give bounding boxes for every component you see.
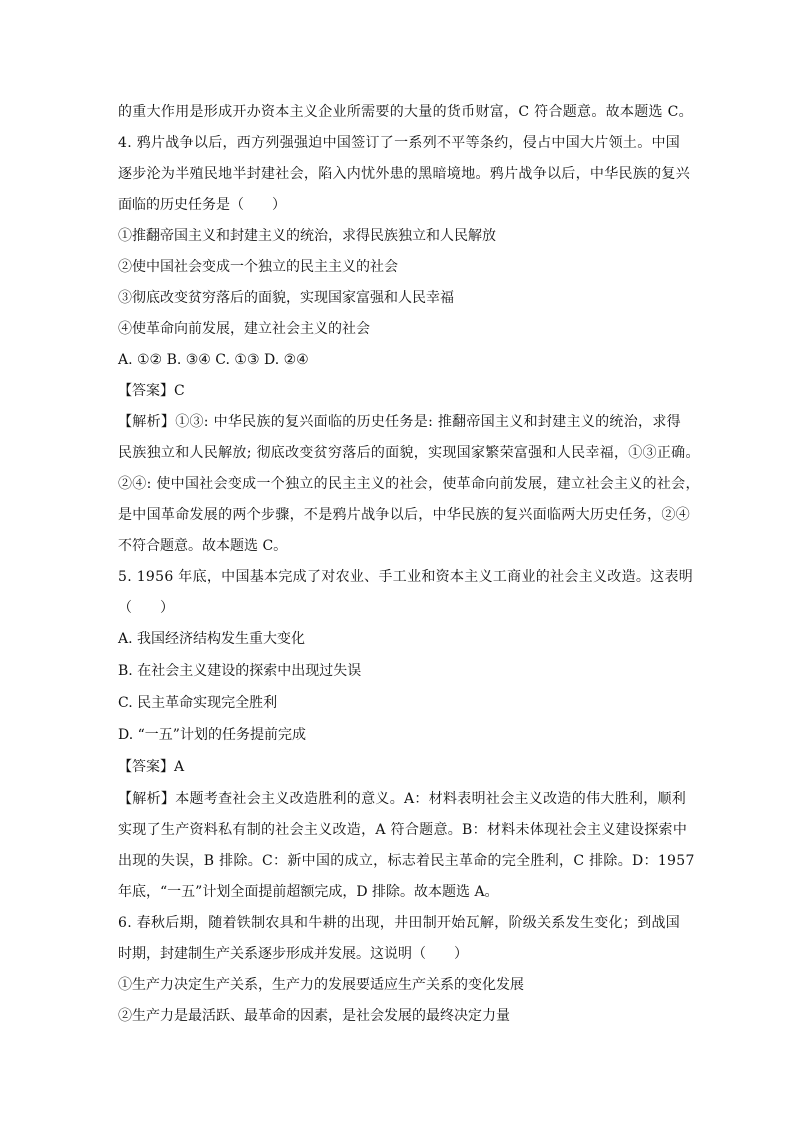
option-statement-2: ②生产力是最活跃、最革命的因素，是社会发展的最终决定力量	[118, 1008, 510, 1024]
text-line: 面临的历史任务是（ ）	[118, 197, 286, 213]
option-b: B. 在社会主义建设的探索中出现过失误	[118, 663, 362, 679]
explanation-text: 民族独立和人民解放; 彻底改变贫穷落后的面貌，实现国家繁荣富强和人民幸福，①③正确。	[118, 445, 700, 461]
text-line: 逐步沦为半殖民地半封建社会，陷入内忧外患的黑暗境地。鸦片战争以后，中华民族的复兴	[118, 166, 690, 182]
answer-label: 【答案】A	[118, 759, 185, 775]
question-6-stem: 6. 春秋后期，随着铁制农具和牛耕的出现，井田制开始瓦解，阶级关系发生变化；到战国	[118, 915, 681, 931]
answer-label: 【答案】C	[118, 383, 185, 399]
option-a: A. 我国经济结构发生重大变化	[118, 631, 306, 647]
question-4-stem: 4. 鸦片战争以后，西方列强强迫中国签订了一系列不平等条约，侵占中国大片领土。中国	[118, 135, 681, 151]
text-line: 时期，封建制生产关系逐步形成并发展。这说明（ ）	[118, 946, 468, 962]
explanation-text: 【解析】①③: 中华民族的复兴面临的历史任务是: 推翻帝国主义和封建主义的统治，求得	[118, 414, 681, 430]
explanation-text: 年底，“一五”计划全面提前超额完成，D 排除。故本题选 A。	[118, 884, 499, 900]
option-c: C. 民主革命实现完全胜利	[118, 695, 278, 711]
text-line: （ ）	[118, 600, 174, 616]
option-statement-2: ②使中国社会变成一个独立的民主主义的社会	[118, 259, 398, 275]
text-line: 的重大作用是形成开办资本主义企业所需要的大量的货币财富，C 符合题意。故本题选 C。	[118, 104, 693, 120]
option-statement-1: ①生产力决定生产关系，生产力的发展要适应生产关系的变化发展	[118, 977, 524, 993]
option-statement-1: ①推翻帝国主义和封建主义的统治，求得民族独立和人民解放	[118, 228, 496, 244]
question-5-stem: 5. 1956 年底，中国基本完成了对农业、手工业和资本主义工商业的社会主义改造。这表明	[118, 569, 694, 585]
explanation-text: 不符合题意。故本题选 C。	[118, 538, 288, 554]
option-d: D. “一五”计划的任务提前完成	[118, 727, 306, 743]
explanation-text: ②④: 使中国社会变成一个独立的民主主义的社会，使革命向前发展，建立社会主义的社会，	[118, 476, 700, 492]
explanation-text: 实现了生产资料私有制的社会主义改造，A 符合题意。B：材料未体现社会主义建设探索中	[118, 822, 688, 838]
explanation-text: 是中国革命发展的两个步骤，不是鸦片战争以后，中华民族的复兴面临两大历史任务，②④	[118, 507, 690, 523]
option-statement-3: ③彻底改变贫穷落后的面貌，实现国家富强和人民幸福	[118, 290, 454, 306]
explanation-text: 出现的失误，B 排除。C：新中国的成立，标志着民主革命的完全胜利，C 排除。D：1957	[118, 853, 695, 869]
answer-choices: A. ①② B. ③④ C. ①③ D. ②④	[118, 352, 309, 368]
explanation-text: 【解析】本题考查社会主义改造胜利的意义。A：材料表明社会主义改造的伟大胜利，顺利	[118, 791, 687, 807]
option-statement-4: ④使革命向前发展，建立社会主义的社会	[118, 321, 370, 337]
